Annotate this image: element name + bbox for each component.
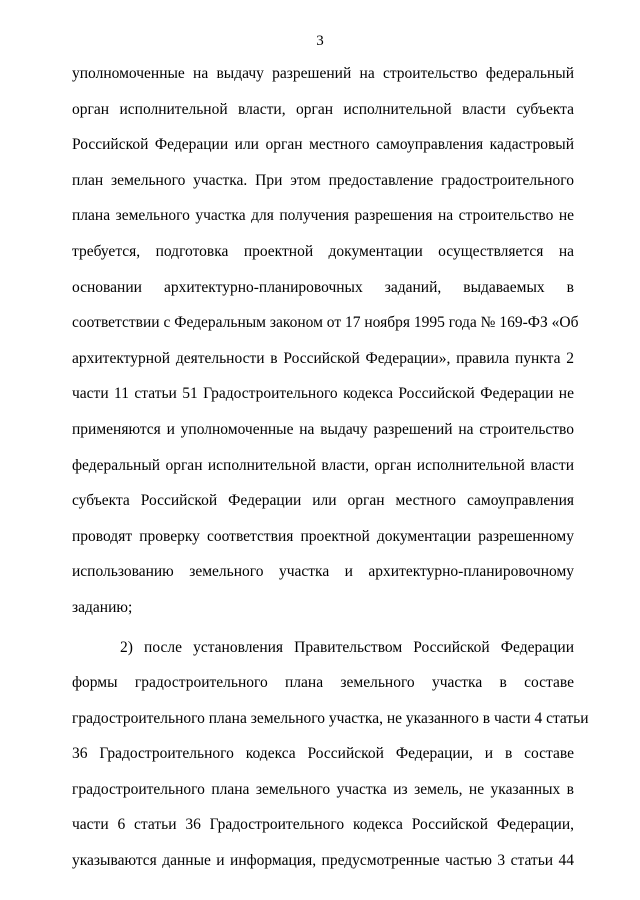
text-line: орган исполнительной власти, орган исполнительной власти субъекта xyxy=(72,100,574,118)
text-line: части 6 статьи 36 Градостроительного кодекса Российской Федерации, xyxy=(72,816,574,834)
page-number: 3 xyxy=(316,33,324,49)
text-line: уполномоченные на выдачу разрешений на строительство федеральный xyxy=(72,65,574,82)
text-line: применяются и уполномоченные на выдачу разрешений на строительство xyxy=(72,420,574,438)
text-line: требуется, подготовка проектной документации осуществляется на xyxy=(72,242,574,260)
text-line: план земельного участка. При этом предоставление градостроительного xyxy=(72,171,574,189)
text-line: плана земельного участка для получения разрешения на строительство не xyxy=(72,207,574,225)
text-line: формы градостроительного плана земельного участка в составе xyxy=(72,674,574,692)
text-line: 36 Градостроительного кодекса Российской Федерации, и в составе xyxy=(72,745,574,763)
paragraph-2 xyxy=(72,630,589,879)
text-line: градостроительного плана земельного участка из земель, не указанных в xyxy=(72,780,574,798)
text-line: проводят проверку соответствия проектной документации разрешенному xyxy=(72,527,574,545)
text-line: части 11 статьи 51 Градостроительного кодекса Российской Федерации не xyxy=(72,385,574,403)
text-line: указываются данные и информация, предусмотренные частью 3 статьи 44 xyxy=(72,852,574,870)
text-line: федеральный орган исполнительной власти, орган исполнительной власти xyxy=(72,456,574,474)
text-line: архитектурной деятельности в Российской Федерации», правила пункта 2 xyxy=(72,349,574,367)
text-line: использованию земельного участка и архитектурно-планировочному xyxy=(72,563,574,581)
text-line: основании архитектурно-планировочных заданий, выдаваемых в xyxy=(72,278,574,296)
text-line: градостроительного плана земельного участка, не указанного в части 4 статьи xyxy=(72,709,589,727)
text-line: субъекта Российской Федерации или орган местного самоуправления xyxy=(72,492,574,510)
text-line: 2) после установления Правительством Российской Федерации xyxy=(120,638,574,656)
document-body xyxy=(72,56,589,879)
paragraph-1 xyxy=(72,56,579,626)
text-line: соответствии с Федеральным законом от 17 ноября 1995 года № 169-ФЗ «Об xyxy=(72,314,579,332)
text-line: заданию; xyxy=(72,598,133,616)
text-line: Российской Федерации или орган местного самоуправления кадастровый xyxy=(72,136,574,154)
